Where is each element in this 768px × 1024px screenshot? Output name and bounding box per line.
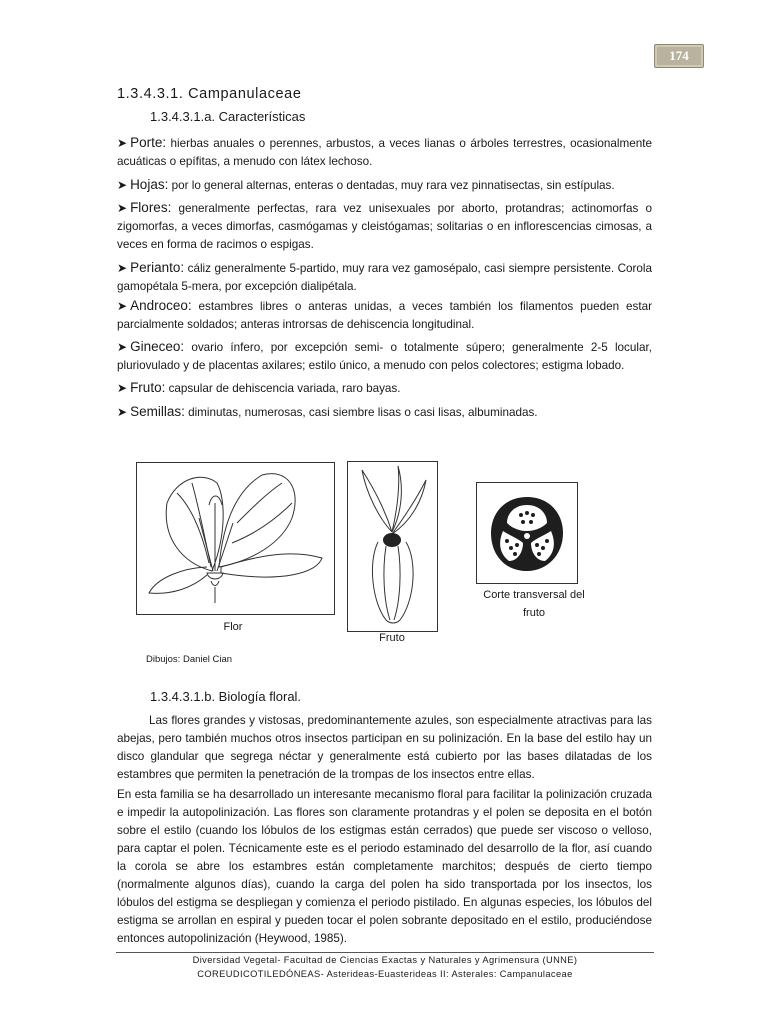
arrow-bullet-icon: ➤ <box>117 178 128 192</box>
char-text: cáliz generalmente 5-partido, muy rara vez gamosépalo, casi siempre persistente. Corola gamopétala 5-mera, por excepción dialipétala. <box>117 262 652 293</box>
char-hojas <box>117 176 652 195</box>
char-text: diminutas, numerosas, casi siembre lisas o casi lisas, albuminadas. <box>188 406 538 419</box>
flower-drawing <box>136 462 335 615</box>
char-text: estambres libres o anteras unidas, a veces también los filamentos pueden estar parcialmente soldados; anteras introrsas de dehiscencia longitudinal. <box>117 300 653 331</box>
char-term: Gineceo: <box>130 339 185 354</box>
char-semillas <box>117 403 652 422</box>
char-text: por lo general alternas, enteras o dentadas, muy rara vez pinnatisectas, sin estípulas. <box>171 179 615 192</box>
flower-caption: Flor <box>223 621 243 633</box>
char-androceo <box>117 297 652 334</box>
arrow-bullet-icon: ➤ <box>117 136 128 150</box>
cross-section-caption <box>478 586 590 622</box>
drawing-credit: Dibujos: Daniel Cian <box>146 654 233 665</box>
arrow-bullet-icon: ➤ <box>117 405 128 419</box>
cross-section-caption-line2: fruto <box>522 607 545 619</box>
char-text: ovario ínfero, por excepción semi- o totalmente súpero; generalmente 2-5 locular, pluriovulado y de placentas axilares; estilo único, a menudo con pelos colectores; estigma lobado. <box>117 341 652 372</box>
char-gineceo <box>117 338 652 375</box>
char-term: Flores: <box>130 200 172 215</box>
char-text: hierbas anuales o perennes, arbustos, a veces lianas o árboles terrestres, ocasionalmente acuáticas o epífitas, a menudo con látex lechoso. <box>117 137 652 168</box>
char-term: Androceo: <box>130 298 192 313</box>
char-term: Perianto: <box>130 260 185 275</box>
section-title: 1.3.4.3.1. Campanulaceae <box>117 86 302 102</box>
char-term: Porte: <box>130 135 167 150</box>
arrow-bullet-icon: ➤ <box>117 299 128 313</box>
footer-line-1: Diversidad Vegetal- Facultad de Ciencias Exactas y Naturales y Agrimensura (UNNE) <box>192 955 578 965</box>
cross-section-caption-line1: Corte transversal del <box>483 589 585 601</box>
char-text: generalmente perfectas, rara vez unisexuales por aborto, protandras; actinomorfas o zigomorfas, a veces dimorfas, casmógamas y cleistógamas; solitarias o en inflorescencias cimosas, a veces en forma de racimos o espigas. <box>117 202 652 251</box>
char-term: Hojas: <box>130 177 169 192</box>
char-flores <box>117 199 652 254</box>
biology-paragraph-1: Las flores grandes y vistosas, predominantemente azules, son especialmente atractivas para las abejas, pero también muchos otros insectos participan en su polinización. En la base del estilo hay un disco glandular que segrega néctar y generalmente está cubierto por las bases dilatadas de los estambres que permiten la penetración de la trompas de los insectos entre ellas. <box>117 714 652 781</box>
fruit-caption: Fruto <box>379 632 405 644</box>
subsection-b-title: 1.3.4.3.1.b. Biología floral. <box>150 689 302 704</box>
char-term: Fruto: <box>130 380 166 395</box>
subsection-a-title: 1.3.4.3.1.a. Características <box>150 109 306 124</box>
fruit-illustration <box>348 462 437 631</box>
arrow-bullet-icon: ➤ <box>117 381 128 395</box>
footer-divider <box>116 952 654 953</box>
biology-paragraph-2: En esta familia se ha desarrollado un interesante mecanismo floral para facilitar la polinización cruzada e impedir la autopolinización. Las flores son claramente protandras y el polen se deposita en el botón sobre el estilo (cuando los lóbulos de los estigmas están cerrados) que puede ser viscoso o velloso, para captar el polen. Técnicamente este es el periodo estaminado del desarrollo de la flor, así cuando la corola se abre los estambres están completamente marchitos; después de cierto tiempo (normalmente algunos días), cuando la carga del polen ha sido transportada por los insectos, los lóbulos del estigma se despliegan y comienza el periodo pistilado. En algunas especies, los lóbulos del estigma se arrollan en espiral y pueden tocar el polen sobrante depositado en el estilo, produciéndose entonces autopolinización (Heywood, 1985). <box>117 788 652 945</box>
arrow-bullet-icon: ➤ <box>117 201 128 215</box>
page-number: 174 <box>654 44 704 68</box>
footer-line-2: COREUDICOTILEDÓNEAS- Asterideas-Euasterideas II: Asterales: Campanulaceae <box>197 969 573 979</box>
char-text: capsular de dehiscencia variada, raro bayas. <box>168 382 401 395</box>
flower-illustration <box>137 463 334 614</box>
arrow-bullet-icon: ➤ <box>117 261 128 275</box>
char-term: Semillas: <box>130 404 185 419</box>
char-fruto <box>117 379 652 398</box>
cross-section-drawing <box>476 482 578 584</box>
arrow-bullet-icon: ➤ <box>117 340 128 354</box>
fruit-drawing <box>347 461 438 632</box>
cross-section-illustration <box>477 483 577 583</box>
char-porte <box>117 134 652 171</box>
char-perianto <box>117 259 652 296</box>
